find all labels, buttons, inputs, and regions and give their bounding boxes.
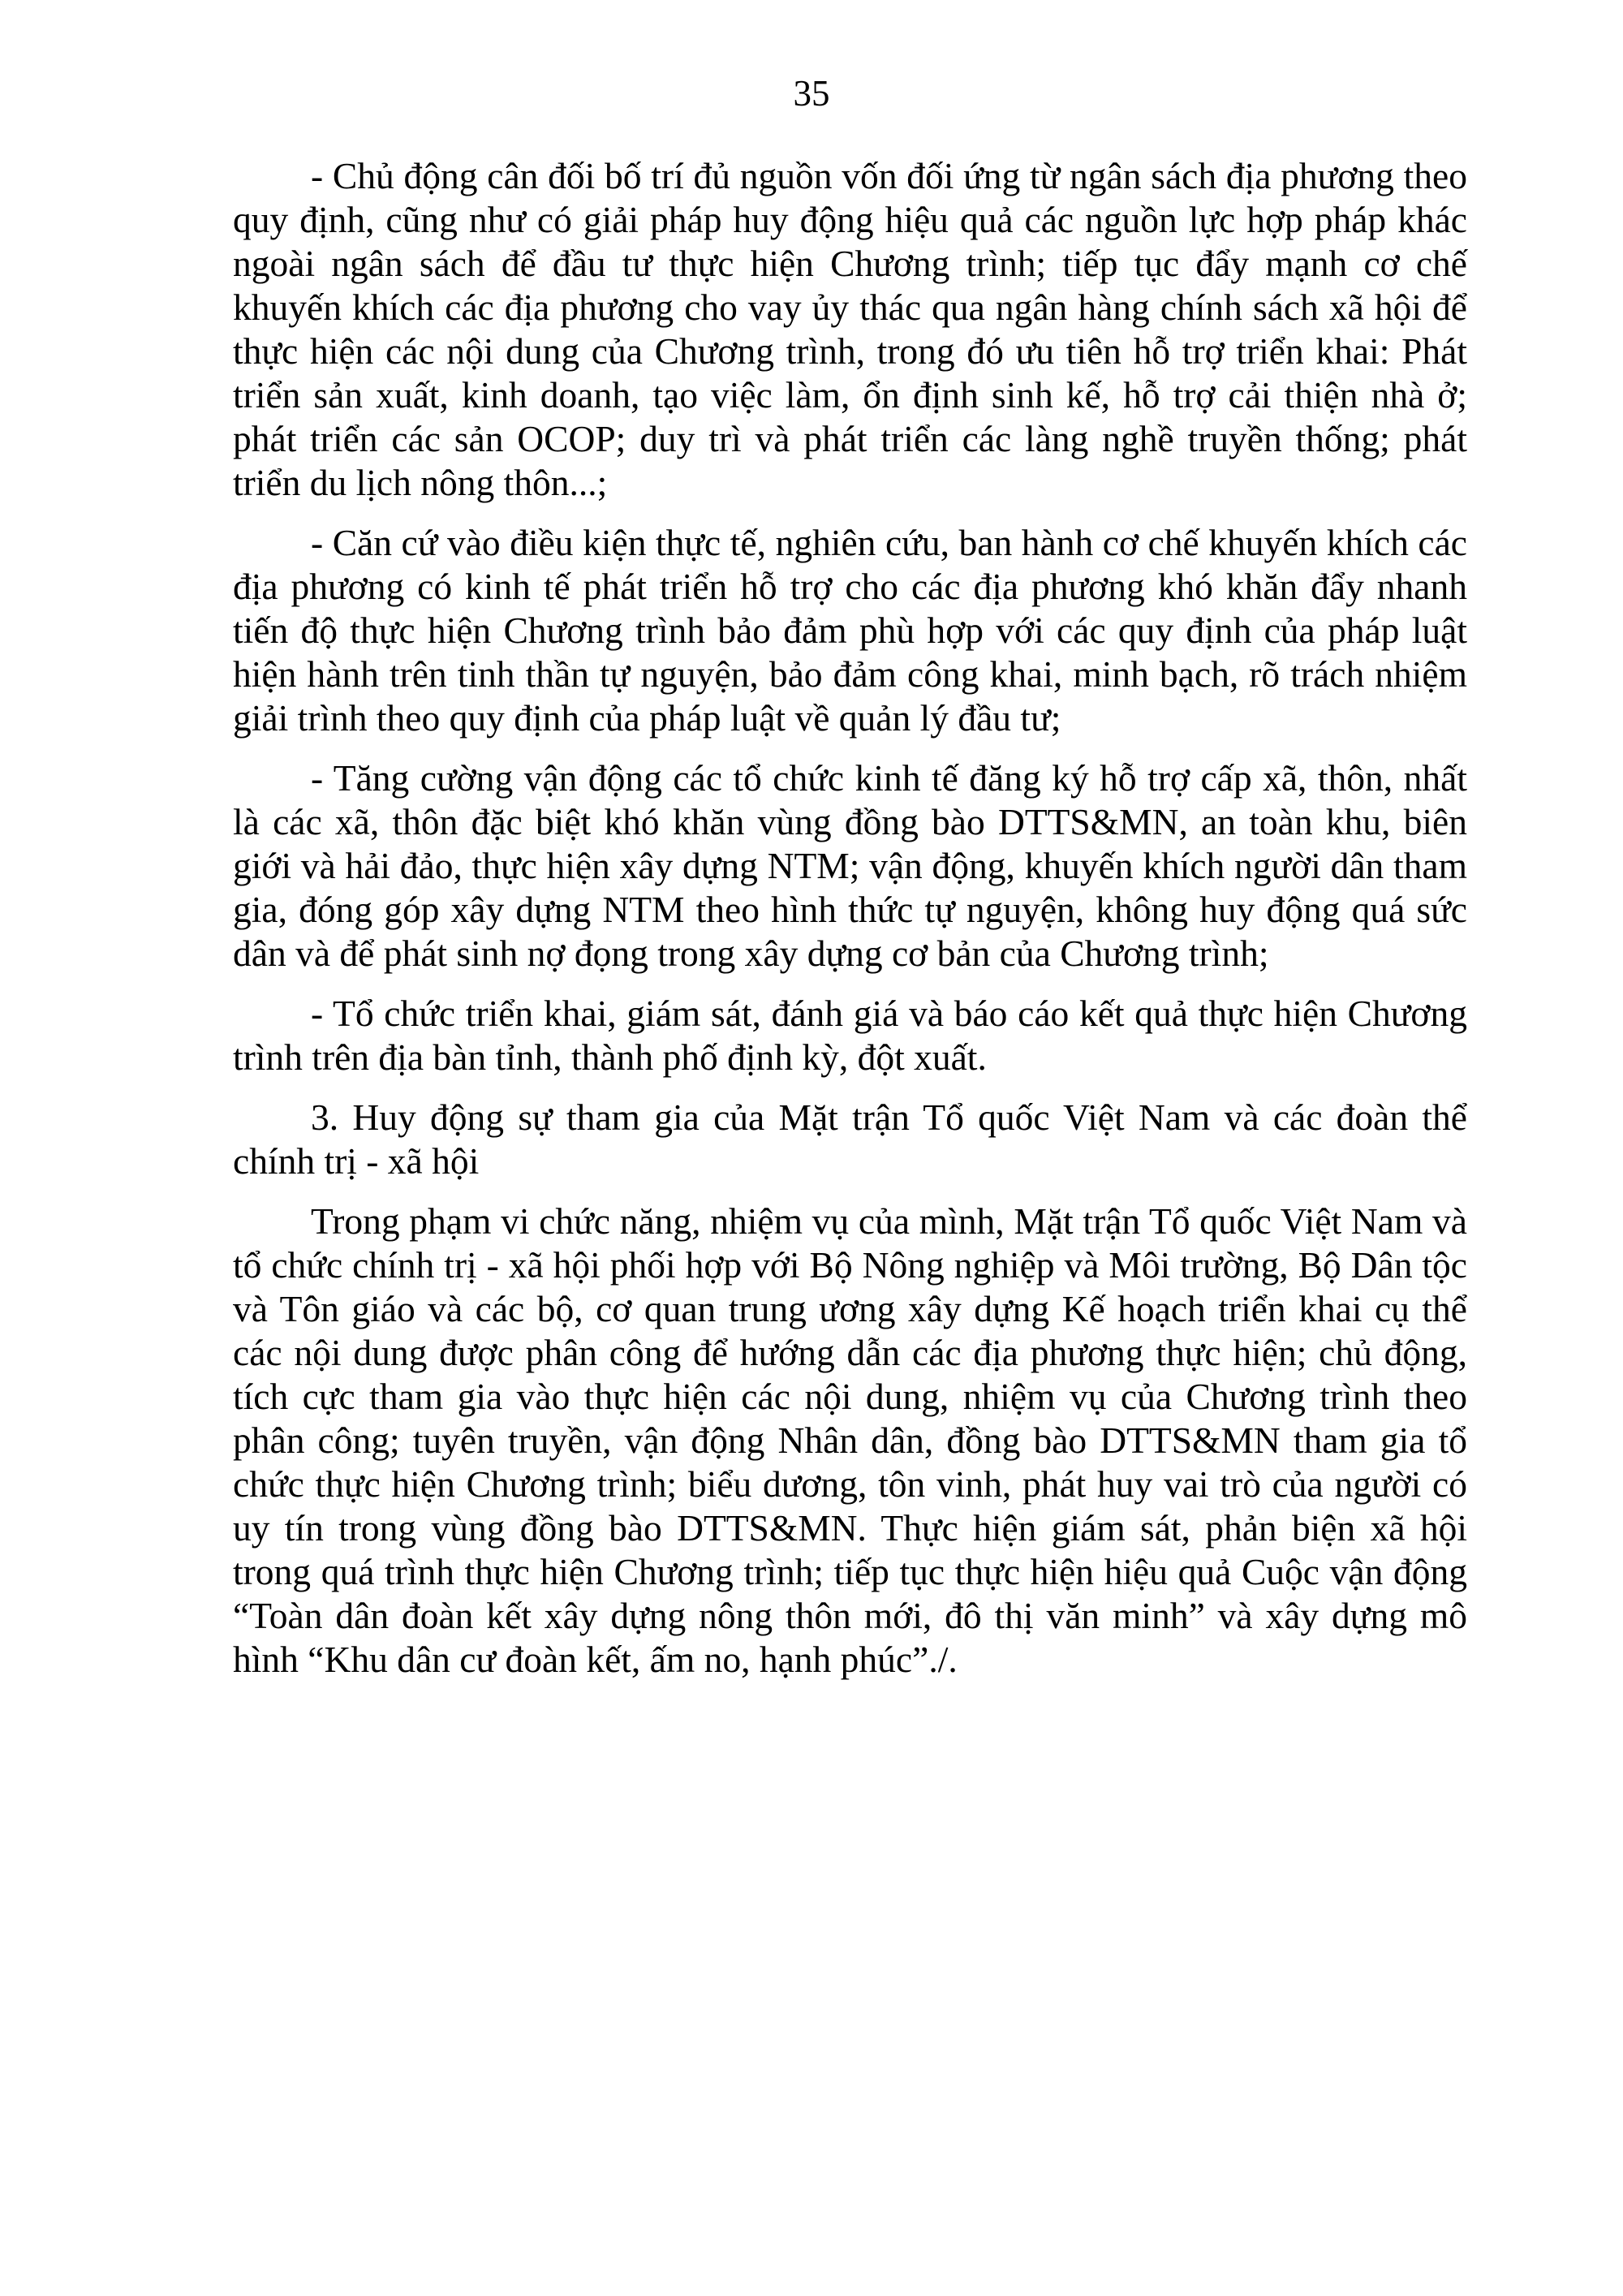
paragraph-incentive-mechanism: - Căn cứ vào điều kiện thực tế, nghiên cứu, ban hành cơ chế khuyến khích các địa phương có kinh tế phát triển hỗ trợ cho các địa phương khó khăn đẩy nhanh tiến độ thực hiện Chương trình bảo đảm phù hợp với các quy định của pháp luật hiện hành trên tinh thần tự nguyện, bảo đảm công khai, minh bạch, rõ trách nhiệm giải trình theo quy định của pháp luật về quản lý đầu tư; xyxy=(233,522,1467,739)
paragraph-fatherland-front-role: Trong phạm vi chức năng, nhiệm vụ của mình, Mặt trận Tổ quốc Việt Nam và tổ chức chính trị - xã hội phối hợp với Bộ Nông nghiệp và Môi trường, Bộ Dân tộc và Tôn giáo và các bộ, cơ quan trung ương xây dựng Kế hoạch triển khai cụ thể các nội dung được phân công để hướng dẫn các địa phương thực hiện; chủ động, tích cực tham gia vào thực hiện các nội dung, nhiệm vụ của Chương trình theo phân công; tuyên truyền, vận động Nhân dân, đồng bào DTTS&MN tham gia tổ chức thực hiện Chương trình; biểu dương, tôn vinh, phát huy vai trò của người có uy tín trong vùng đồng bào DTTS&MN. Thực hiện giám sát, phản biện xã hội trong quá trình thực hiện Chương trình; tiếp tục thực hiện hiệu quả Cuộc vận động “Toàn dân đoàn kết xây dựng nông thôn mới, đô thị văn minh” và xây dựng mô hình “Khu dân cư đoàn kết, ấm no, hạnh phúc”./. xyxy=(233,1200,1467,1680)
paragraph-mobilize-enterprises: - Tăng cường vận động các tổ chức kinh tế đăng ký hỗ trợ cấp xã, thôn, nhất là các xã, thôn đặc biệt khó khăn vùng đồng bào DTTS&MN, an toàn khu, biên giới và hải đảo, thực hiện xây dựng NTM; vận động, khuyến khích người dân tham gia, đóng góp xây dựng NTM theo hình thức tự nguyện, không huy động quá sức dân và để phát sinh nợ đọng trong xây dựng cơ bản của Chương trình; xyxy=(233,757,1467,974)
section-heading-fatherland-front: 3. Huy động sự tham gia của Mặt trận Tổ quốc Việt Nam và các đoàn thể chính trị - xã hội xyxy=(233,1096,1467,1182)
paragraph-monitoring-reporting: - Tổ chức triển khai, giám sát, đánh giá và báo cáo kết quả thực hiện Chương trình trên địa bàn tỉnh, thành phố định kỳ, đột xuất. xyxy=(233,993,1467,1078)
document-body xyxy=(233,154,1467,1698)
paragraph-local-budget: - Chủ động cân đối bố trí đủ nguồn vốn đối ứng từ ngân sách địa phương theo quy định, cũng như có giải pháp huy động hiệu quả các nguồn lực hợp pháp khác ngoài ngân sách để đầu tư thực hiện Chương trình; tiếp tục đẩy mạnh cơ chế khuyến khích các địa phương cho vay ủy thác qua ngân hàng chính sách xã hội để thực hiện các nội dung của Chương trình, trong đó ưu tiên hỗ trợ triển khai: Phát triển sản xuất, kinh doanh, tạo việc làm, ổn định sinh kế, hỗ trợ cải thiện nhà ở; phát triển các sản OCOP; duy trì và phát triển các làng nghề truyền thống; phát triển du lịch nông thôn...; xyxy=(233,155,1467,503)
page-number: 35 xyxy=(793,73,830,114)
